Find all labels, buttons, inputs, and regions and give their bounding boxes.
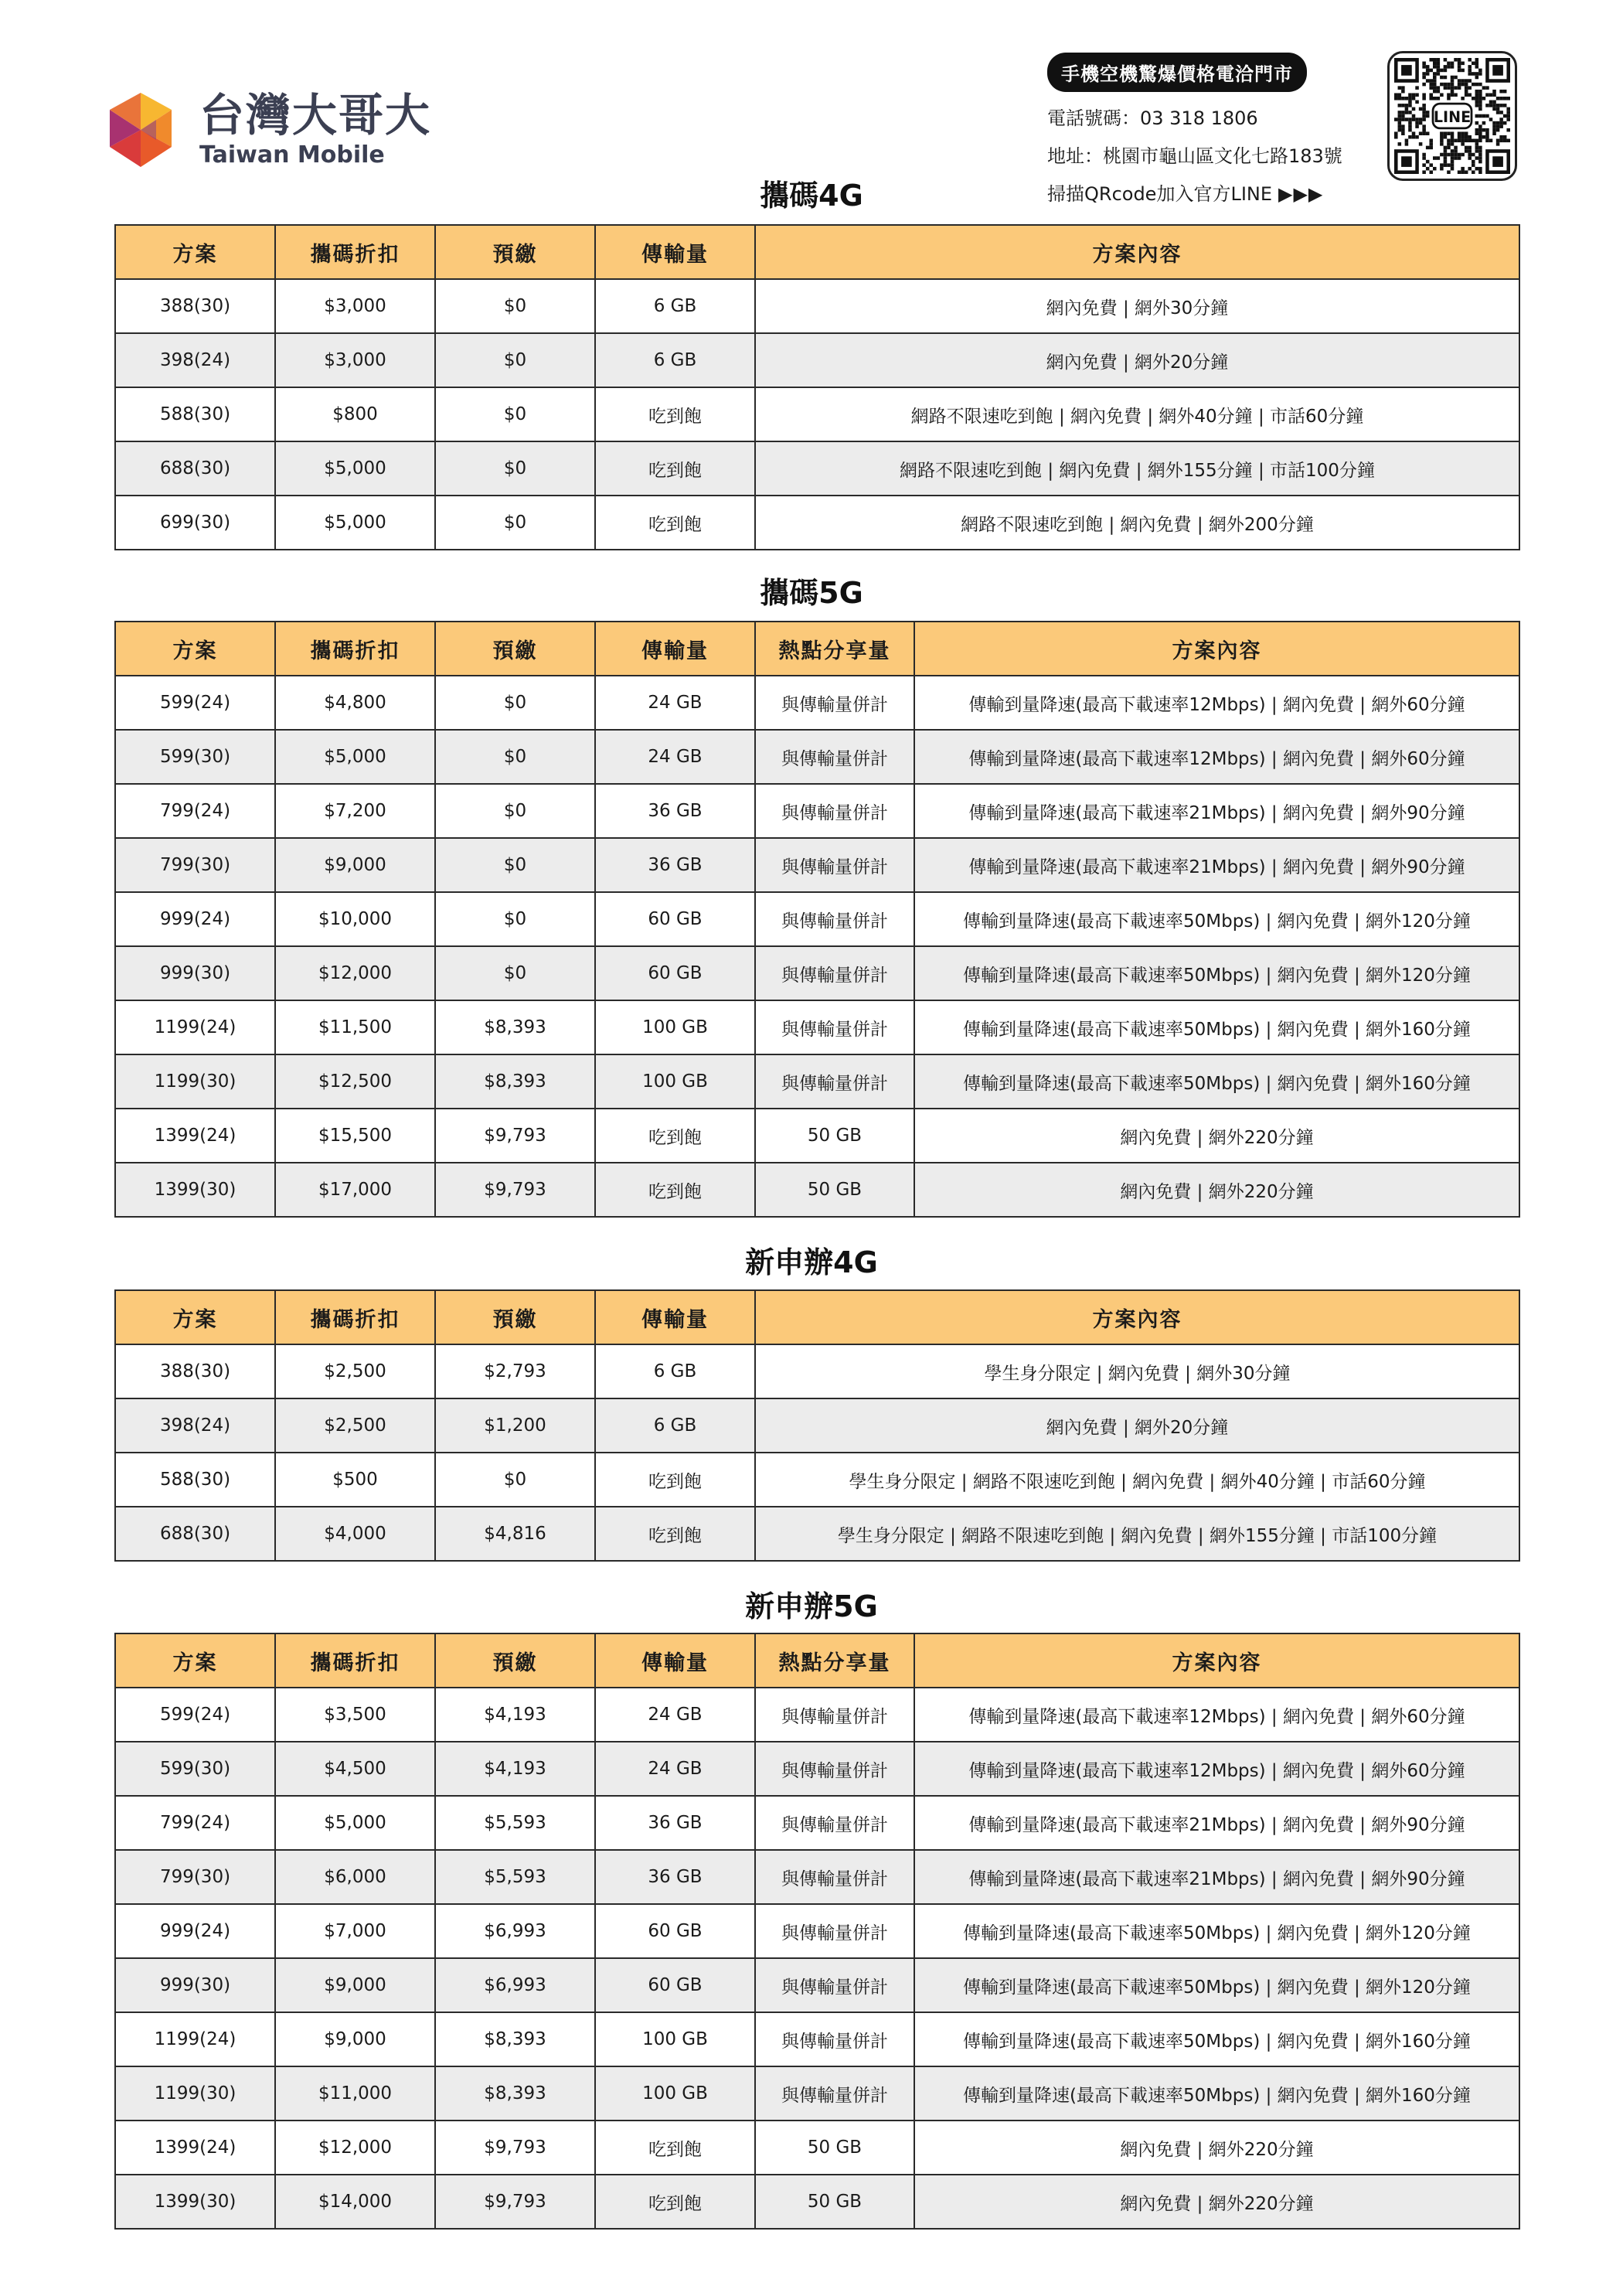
port-discount-cell: $3,000 [275,333,435,387]
plan-cell: 799(24) [115,784,275,838]
column-header: 攜碼折扣 [275,622,435,676]
prepay-cell: $0 [435,496,595,550]
brand-name-cn: 台灣大哥大 [199,89,432,141]
table-row [115,892,1519,946]
column-header: 傳輸量 [595,225,755,279]
content-cell: 學生身分限定 | 網路不限速吃到飽 | 網內免費 | 網外155分鐘 | 市話100分鐘 [755,1507,1519,1561]
prepay-cell: $0 [435,838,595,892]
qr-code-icon [1394,58,1510,174]
prepay-cell: $4,193 [435,1688,595,1742]
table-row [115,784,1519,838]
content-cell: 傳輸到量降速(最高下載速率50Mbps) | 網內免費 | 網外120分鐘 [914,892,1519,946]
data-cell: 6 GB [595,1344,755,1398]
hotspot-cell: 與傳輸量併計 [755,1958,914,2012]
store-address: 地址：桃園市龜山區文化七路183號 [1047,145,1342,167]
port-discount-cell: $4,800 [275,676,435,730]
port-discount-cell: $12,000 [275,2121,435,2175]
plan-cell: 999(30) [115,946,275,1000]
port-discount-cell: $11,500 [275,1000,435,1054]
content-cell: 學生身分限定 | 網內免費 | 網外30分鐘 [755,1344,1519,1398]
data-cell: 吃到飽 [595,1507,755,1561]
hotspot-cell: 與傳輸量併計 [755,1850,914,1904]
hotspot-cell: 50 GB [755,2121,914,2175]
table-row [115,676,1519,730]
hotspot-cell: 與傳輸量併計 [755,730,914,784]
plan-cell: 388(30) [115,279,275,333]
content-cell: 傳輸到量降速(最高下載速率12Mbps) | 網內免費 | 網外60分鐘 [914,1688,1519,1742]
data-cell: 24 GB [595,730,755,784]
section-title: 新申辦5G [745,1589,878,1623]
prepay-cell: $1,200 [435,1398,595,1453]
column-header: 預繳 [435,1290,595,1344]
data-cell: 100 GB [595,1000,755,1054]
port-discount-cell: $5,000 [275,441,435,496]
hotspot-cell: 與傳輸量併計 [755,892,914,946]
prepay-cell: $8,393 [435,2066,595,2121]
content-cell: 傳輸到量降速(最高下載速率50Mbps) | 網內免費 | 網外120分鐘 [914,1958,1519,2012]
hotspot-cell: 與傳輸量併計 [755,2066,914,2121]
data-cell: 吃到飽 [595,387,755,441]
content-cell: 傳輸到量降速(最高下載速率50Mbps) | 網內免費 | 網外160分鐘 [914,1054,1519,1109]
plan-table [114,224,1520,550]
content-cell: 網內免費 | 網外220分鐘 [914,2175,1519,2229]
plan-table [114,1633,1520,2230]
column-header: 方案 [115,622,275,676]
prepay-cell: $0 [435,892,595,946]
plan-cell: 1199(30) [115,2066,275,2121]
port-discount-cell: $17,000 [275,1163,435,1217]
table-row [115,333,1519,387]
content-cell: 網路不限速吃到飽 | 網內免費 | 網外40分鐘 | 市話60分鐘 [755,387,1519,441]
hotspot-cell: 與傳輸量併計 [755,1796,914,1850]
column-header: 方案 [115,1633,275,1688]
store-qr-note-text: 掃描QRcode加入官方LINE [1047,183,1273,205]
data-cell: 吃到飽 [595,1163,755,1217]
column-header: 方案 [115,225,275,279]
plan-cell: 1199(24) [115,2012,275,2066]
port-discount-cell: $800 [275,387,435,441]
plan-cell: 999(24) [115,892,275,946]
port-discount-cell: $2,500 [275,1398,435,1453]
prepay-cell: $8,393 [435,1000,595,1054]
port-discount-cell: $2,500 [275,1344,435,1398]
prepay-cell: $9,793 [435,1109,595,1163]
prepay-cell: $0 [435,279,595,333]
data-cell: 100 GB [595,2012,755,2066]
content-cell: 網路不限速吃到飽 | 網內免費 | 網外200分鐘 [755,496,1519,550]
table-row [115,1958,1519,2012]
content-cell: 傳輸到量降速(最高下載速率12Mbps) | 網內免費 | 網外60分鐘 [914,676,1519,730]
data-cell: 24 GB [595,1742,755,1796]
port-discount-cell: $12,500 [275,1054,435,1109]
content-cell: 網內免費 | 網外220分鐘 [914,2121,1519,2175]
content-cell: 網內免費 | 網外220分鐘 [914,1163,1519,1217]
content-cell: 網內免費 | 網外30分鐘 [755,279,1519,333]
plan-cell: 799(30) [115,838,275,892]
section-title: 攜碼5G [760,576,863,610]
table-row [115,1507,1519,1561]
table-row [115,387,1519,441]
prepay-cell: $0 [435,676,595,730]
table-row [115,279,1519,333]
qr-line-label: LINE [1433,108,1472,127]
content-cell: 傳輸到量降速(最高下載速率21Mbps) | 網內免費 | 網外90分鐘 [914,838,1519,892]
column-header: 方案 [115,1290,275,1344]
store-badge: 手機空機驚爆價格電洽門市 [1047,53,1307,92]
plan-cell: 388(30) [115,1344,275,1398]
port-discount-cell: $4,000 [275,1507,435,1561]
data-cell: 吃到飽 [595,2175,755,2229]
plan-cell: 1199(30) [115,1054,275,1109]
plan-cell: 1399(24) [115,2121,275,2175]
column-header: 傳輸量 [595,1290,755,1344]
table-row [115,1163,1519,1217]
content-cell: 傳輸到量降速(最高下載速率50Mbps) | 網內免費 | 網外120分鐘 [914,1904,1519,1958]
table-row [115,2121,1519,2175]
prepay-cell: $0 [435,946,595,1000]
table-row [115,2066,1519,2121]
hotspot-cell: 與傳輸量併計 [755,676,914,730]
prepay-cell: $0 [435,333,595,387]
plan-cell: 1399(30) [115,2175,275,2229]
prepay-cell: $0 [435,387,595,441]
prepay-cell: $4,193 [435,1742,595,1796]
port-discount-cell: $5,000 [275,1796,435,1850]
table-row [115,441,1519,496]
column-header: 預繳 [435,1633,595,1688]
hotspot-cell: 與傳輸量併計 [755,1742,914,1796]
column-header: 方案內容 [914,1633,1519,1688]
plan-cell: 599(30) [115,730,275,784]
table-row [115,1742,1519,1796]
table-header-row [115,622,1519,676]
hotspot-cell: 與傳輸量併計 [755,1688,914,1742]
section-title: 新申辦4G [745,1245,878,1279]
column-header: 攜碼折扣 [275,1633,435,1688]
column-header: 攜碼折扣 [275,1290,435,1344]
plan-cell: 599(24) [115,1688,275,1742]
port-discount-cell: $12,000 [275,946,435,1000]
content-cell: 網內免費 | 網外20分鐘 [755,1398,1519,1453]
column-header: 預繳 [435,225,595,279]
table-row [115,1904,1519,1958]
data-cell: 100 GB [595,1054,755,1109]
port-discount-cell: $3,000 [275,279,435,333]
brand-name-en: Taiwan Mobile [199,141,385,169]
data-cell: 24 GB [595,676,755,730]
plan-cell: 1399(30) [115,1163,275,1217]
hotspot-cell: 50 GB [755,1163,914,1217]
column-header: 方案內容 [914,622,1519,676]
table-row [115,1850,1519,1904]
content-cell: 傳輸到量降速(最高下載速率21Mbps) | 網內免費 | 網外90分鐘 [914,1796,1519,1850]
plan-cell: 799(30) [115,1850,275,1904]
data-cell: 60 GB [595,946,755,1000]
plan-cell: 588(30) [115,1453,275,1507]
plan-table [114,1289,1520,1562]
plan-cell: 1199(24) [115,1000,275,1054]
table-row [115,1796,1519,1850]
data-cell: 60 GB [595,1958,755,2012]
hotspot-cell: 50 GB [755,2175,914,2229]
hotspot-cell: 與傳輸量併計 [755,784,914,838]
prepay-cell: $2,793 [435,1344,595,1398]
port-discount-cell: $15,500 [275,1109,435,1163]
table-row [115,1688,1519,1742]
table-row [115,838,1519,892]
plan-cell: 699(30) [115,496,275,550]
port-discount-cell: $9,000 [275,1958,435,2012]
hotspot-cell: 與傳輸量併計 [755,838,914,892]
hotspot-cell: 與傳輸量併計 [755,1000,914,1054]
content-cell: 傳輸到量降速(最高下載速率50Mbps) | 網內免費 | 網外120分鐘 [914,946,1519,1000]
data-cell: 100 GB [595,2066,755,2121]
plan-cell: 599(30) [115,1742,275,1796]
column-header: 方案內容 [755,1290,1519,1344]
port-discount-cell: $11,000 [275,2066,435,2121]
table-row [115,496,1519,550]
hotspot-cell: 與傳輸量併計 [755,2012,914,2066]
column-header: 熱點分享量 [755,622,914,676]
table-row [115,1453,1519,1507]
prepay-cell: $5,593 [435,1796,595,1850]
data-cell: 60 GB [595,892,755,946]
content-cell: 網內免費 | 網外20分鐘 [755,333,1519,387]
port-discount-cell: $5,000 [275,730,435,784]
data-cell: 36 GB [595,838,755,892]
plan-cell: 999(24) [115,1904,275,1958]
plan-cell: 599(24) [115,676,275,730]
table-header-row [115,225,1519,279]
content-cell: 傳輸到量降速(最高下載速率50Mbps) | 網內免費 | 網外160分鐘 [914,2066,1519,2121]
data-cell: 吃到飽 [595,1453,755,1507]
data-cell: 吃到飽 [595,2121,755,2175]
hotspot-cell: 與傳輸量併計 [755,1054,914,1109]
content-cell: 傳輸到量降速(最高下載速率21Mbps) | 網內免費 | 網外90分鐘 [914,784,1519,838]
column-header: 熱點分享量 [755,1633,914,1688]
prepay-cell: $9,793 [435,2175,595,2229]
port-discount-cell: $5,000 [275,496,435,550]
table-row [115,1109,1519,1163]
data-cell: 36 GB [595,784,755,838]
column-header: 傳輸量 [595,622,755,676]
table-row [115,2012,1519,2066]
hotspot-cell: 50 GB [755,1109,914,1163]
prepay-cell: $9,793 [435,1163,595,1217]
content-cell: 傳輸到量降速(最高下載速率21Mbps) | 網內免費 | 網外90分鐘 [914,1850,1519,1904]
column-header: 預繳 [435,622,595,676]
plan-cell: 799(24) [115,1796,275,1850]
prepay-cell: $0 [435,441,595,496]
brand-logo-icon [102,91,179,169]
data-cell: 吃到飽 [595,441,755,496]
prepay-cell: $6,993 [435,1904,595,1958]
data-cell: 60 GB [595,1904,755,1958]
content-cell: 傳輸到量降速(最高下載速率50Mbps) | 網內免費 | 網外160分鐘 [914,1000,1519,1054]
plan-cell: 398(24) [115,1398,275,1453]
prepay-cell: $4,816 [435,1507,595,1561]
port-discount-cell: $3,500 [275,1688,435,1742]
data-cell: 36 GB [595,1850,755,1904]
data-cell: 36 GB [595,1796,755,1850]
port-discount-cell: $9,000 [275,2012,435,2066]
plan-cell: 588(30) [115,387,275,441]
prepay-cell: $8,393 [435,2012,595,2066]
content-cell: 網路不限速吃到飽 | 網內免費 | 網外155分鐘 | 市話100分鐘 [755,441,1519,496]
data-cell: 6 GB [595,279,755,333]
table-header-row [115,1633,1519,1688]
table-row [115,1054,1519,1109]
prepay-cell: $8,393 [435,1054,595,1109]
table-row [115,946,1519,1000]
brand-logo [102,91,431,169]
section-title: 攜碼4G [760,179,863,213]
content-cell: 網內免費 | 網外220分鐘 [914,1109,1519,1163]
hotspot-cell: 與傳輸量併計 [755,1904,914,1958]
content-cell: 傳輸到量降速(最高下載速率50Mbps) | 網內免費 | 網外160分鐘 [914,2012,1519,2066]
table-row [115,2175,1519,2229]
content-cell: 學生身分限定 | 網路不限速吃到飽 | 網內免費 | 網外40分鐘 | 市話60分鐘 [755,1453,1519,1507]
content-cell: 傳輸到量降速(最高下載速率12Mbps) | 網內免費 | 網外60分鐘 [914,1742,1519,1796]
prepay-cell: $6,993 [435,1958,595,2012]
prepay-cell: $9,793 [435,2121,595,2175]
data-cell: 6 GB [595,333,755,387]
data-cell: 吃到飽 [595,496,755,550]
prepay-cell: $0 [435,784,595,838]
data-cell: 24 GB [595,1688,755,1742]
column-header: 傳輸量 [595,1633,755,1688]
plan-cell: 398(24) [115,333,275,387]
plan-cell: 688(30) [115,441,275,496]
prepay-cell: $0 [435,730,595,784]
port-discount-cell: $10,000 [275,892,435,946]
store-phone: 電話號碼：03 318 1806 [1047,107,1258,129]
port-discount-cell: $9,000 [275,838,435,892]
plan-table [114,621,1520,1218]
plan-cell: 1399(24) [115,1109,275,1163]
port-discount-cell: $7,200 [275,784,435,838]
table-row [115,1398,1519,1453]
port-discount-cell: $6,000 [275,1850,435,1904]
column-header: 攜碼折扣 [275,225,435,279]
data-cell: 吃到飽 [595,1109,755,1163]
table-row [115,1344,1519,1398]
table-row [115,1000,1519,1054]
line-qr-code[interactable] [1387,51,1517,181]
hotspot-cell: 與傳輸量併計 [755,946,914,1000]
table-row [115,730,1519,784]
plan-cell: 688(30) [115,1507,275,1561]
content-cell: 傳輸到量降速(最高下載速率12Mbps) | 網內免費 | 網外60分鐘 [914,730,1519,784]
table-header-row [115,1290,1519,1344]
port-discount-cell: $7,000 [275,1904,435,1958]
port-discount-cell: $500 [275,1453,435,1507]
data-cell: 6 GB [595,1398,755,1453]
prepay-cell: $0 [435,1453,595,1507]
port-discount-cell: $14,000 [275,2175,435,2229]
column-header: 方案內容 [755,225,1519,279]
plan-cell: 999(30) [115,1958,275,2012]
arrow-right-icon: ▶▶▶ [1278,183,1324,205]
port-discount-cell: $4,500 [275,1742,435,1796]
prepay-cell: $5,593 [435,1850,595,1904]
